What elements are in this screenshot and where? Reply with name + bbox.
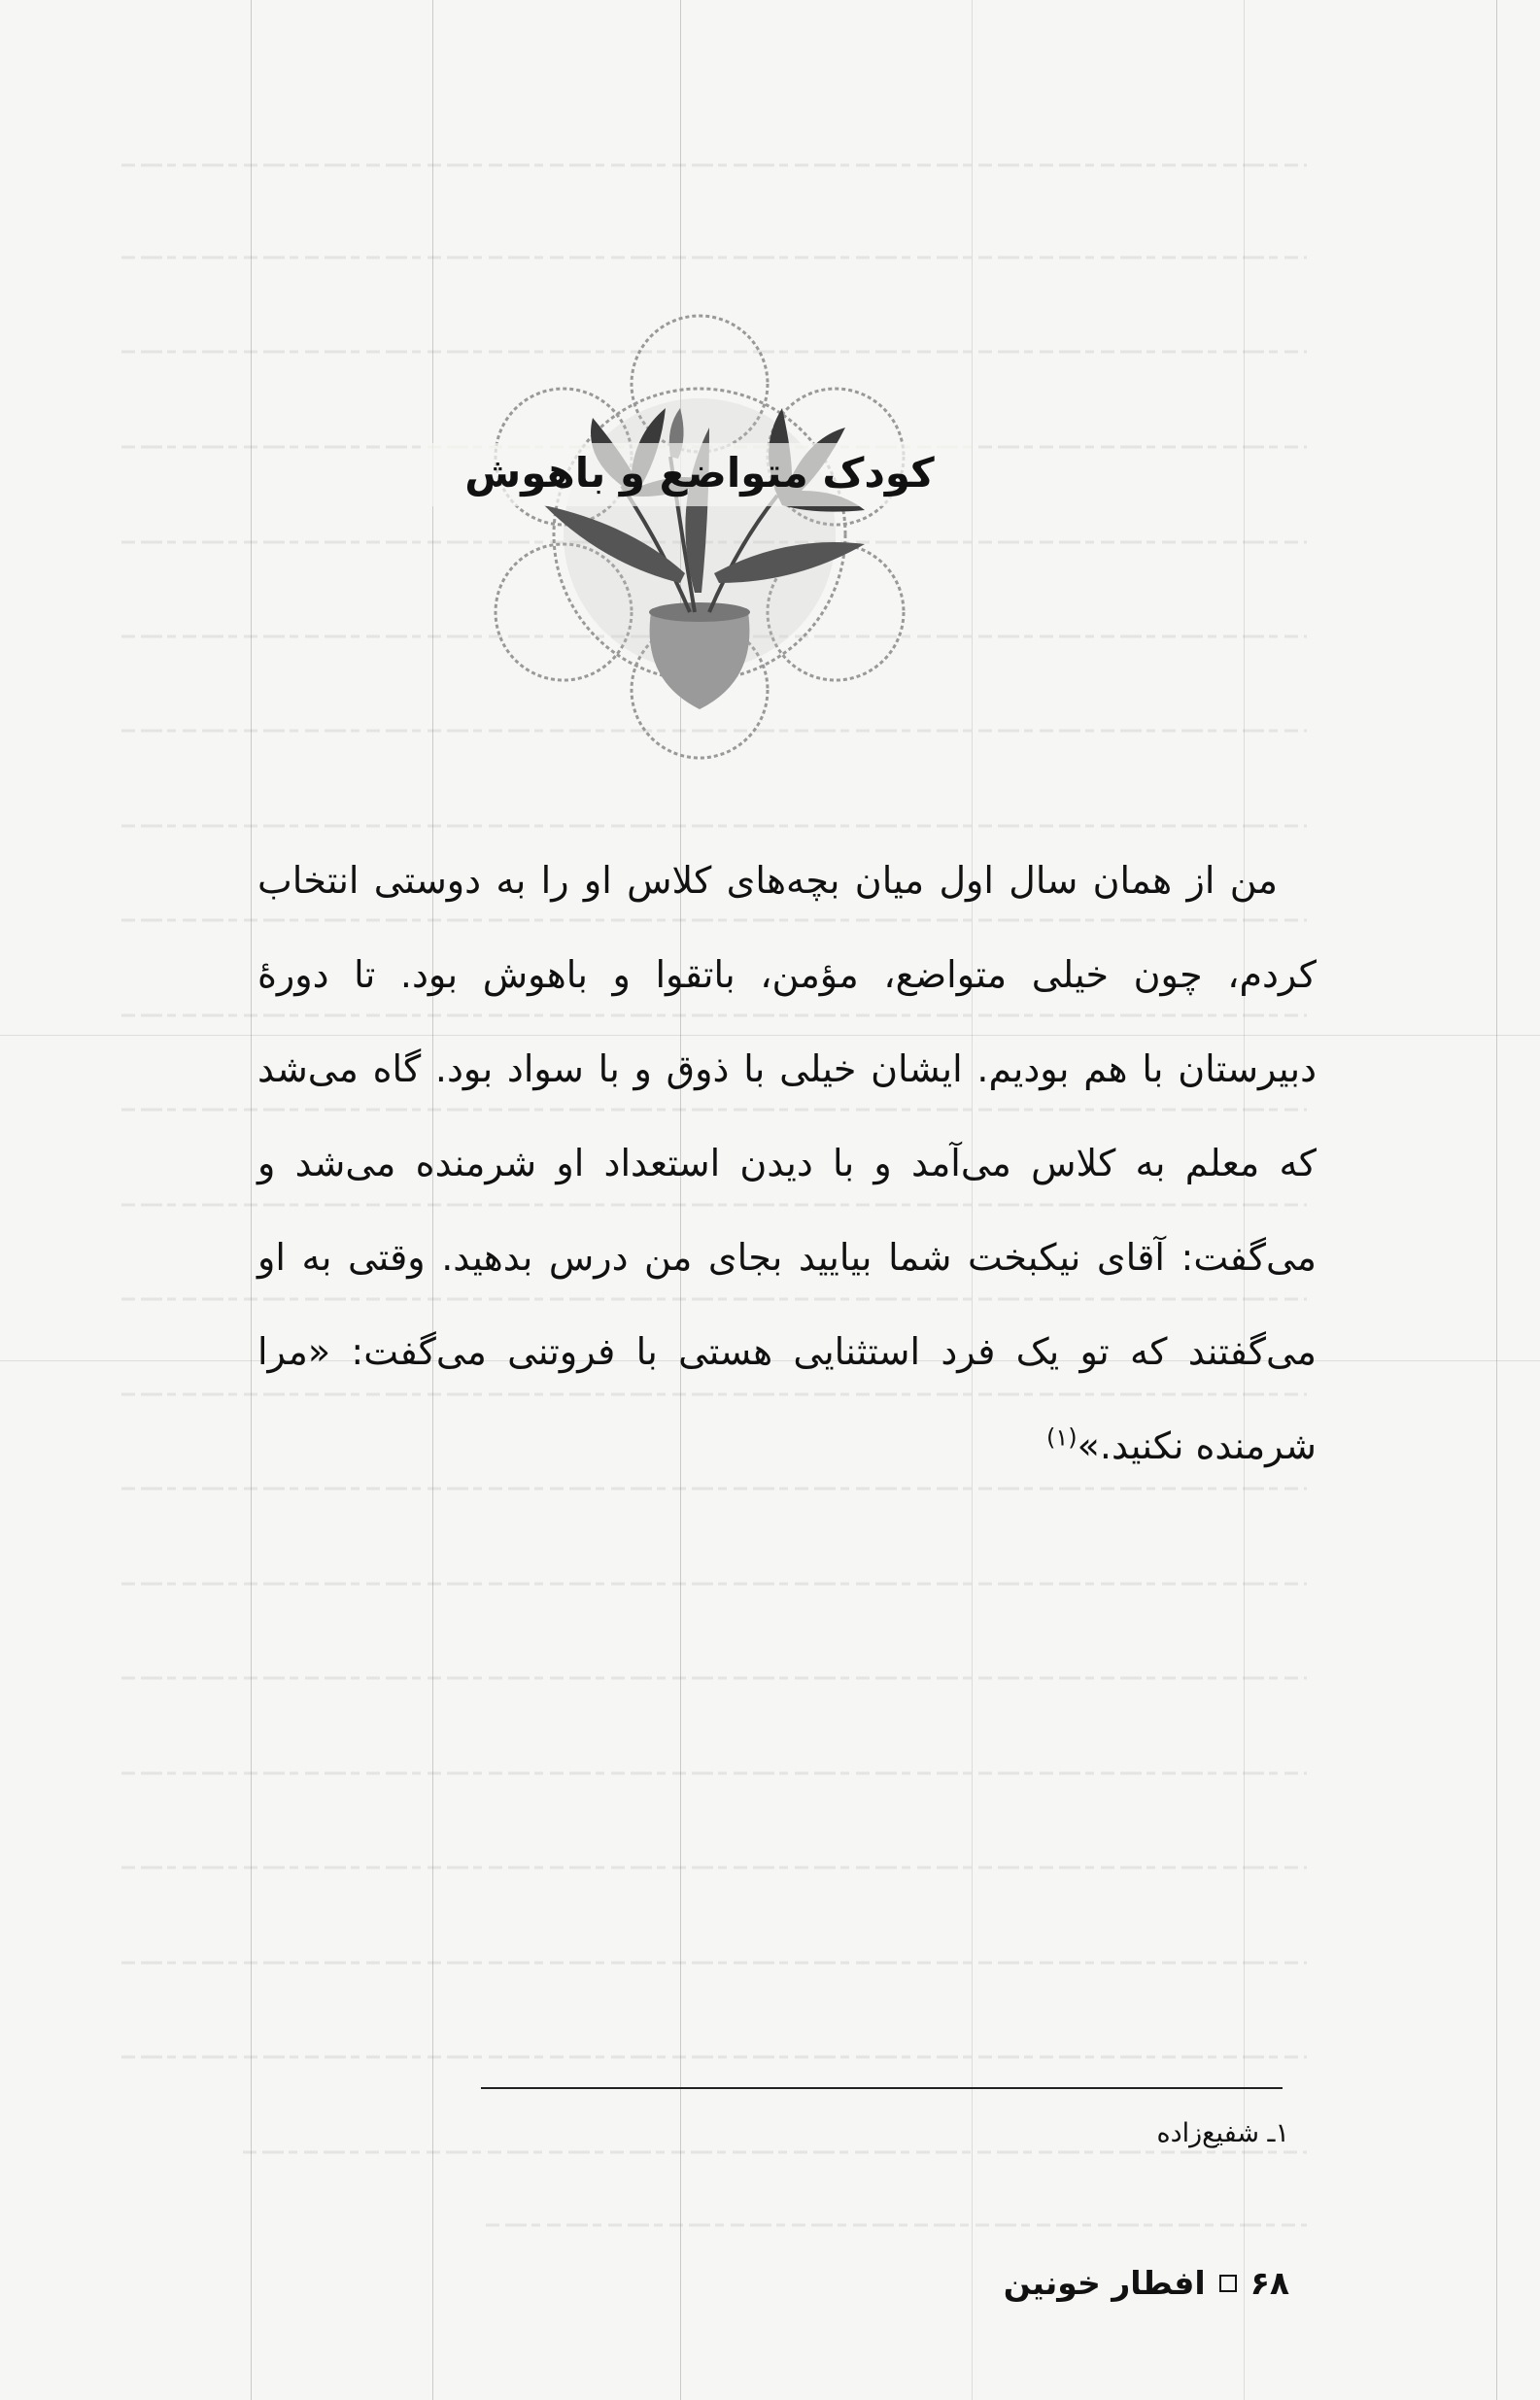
page-footer xyxy=(1004,2264,1289,2302)
page-title: کودک متواضع و باهوش xyxy=(428,443,972,506)
footnote: ۱ـ شفیع‌زاده xyxy=(1156,2118,1289,2148)
body-paragraph xyxy=(257,834,1317,1493)
footnote-divider xyxy=(481,2087,1283,2089)
book-title: افطار خونین xyxy=(1003,2264,1206,2302)
page-number: ۶۸ xyxy=(1249,2264,1289,2302)
footnote-reference: (۱) xyxy=(1046,1423,1078,1452)
body-text xyxy=(257,834,1317,1493)
lily-flower-vase-illustration xyxy=(447,291,952,777)
square-icon xyxy=(1219,2275,1237,2292)
body-paragraph-text: من از همان سال اول میان بچه‌های کلاس او را به دوستی انتخاب کردم، چون خیلی متواضع، مؤمن، باتقوا و باهوش بود. تا دورهٔ دبیرستان با هم بودیم. ایشان خیلی با ذوق و با سواد بود. گاه می‌شد که معلم به کلاس می‌آمد و با دیدن استعداد او شرمنده می‌شد و می‌گفت: آقای نیکبخت شما بیایید بجای من درس بدهید. وقتی به او می‌گفتند که تو یک فرد استثنایی هستی با فروتنی می‌گفت: «مرا شرمنده نکنید.» xyxy=(257,859,1317,1467)
